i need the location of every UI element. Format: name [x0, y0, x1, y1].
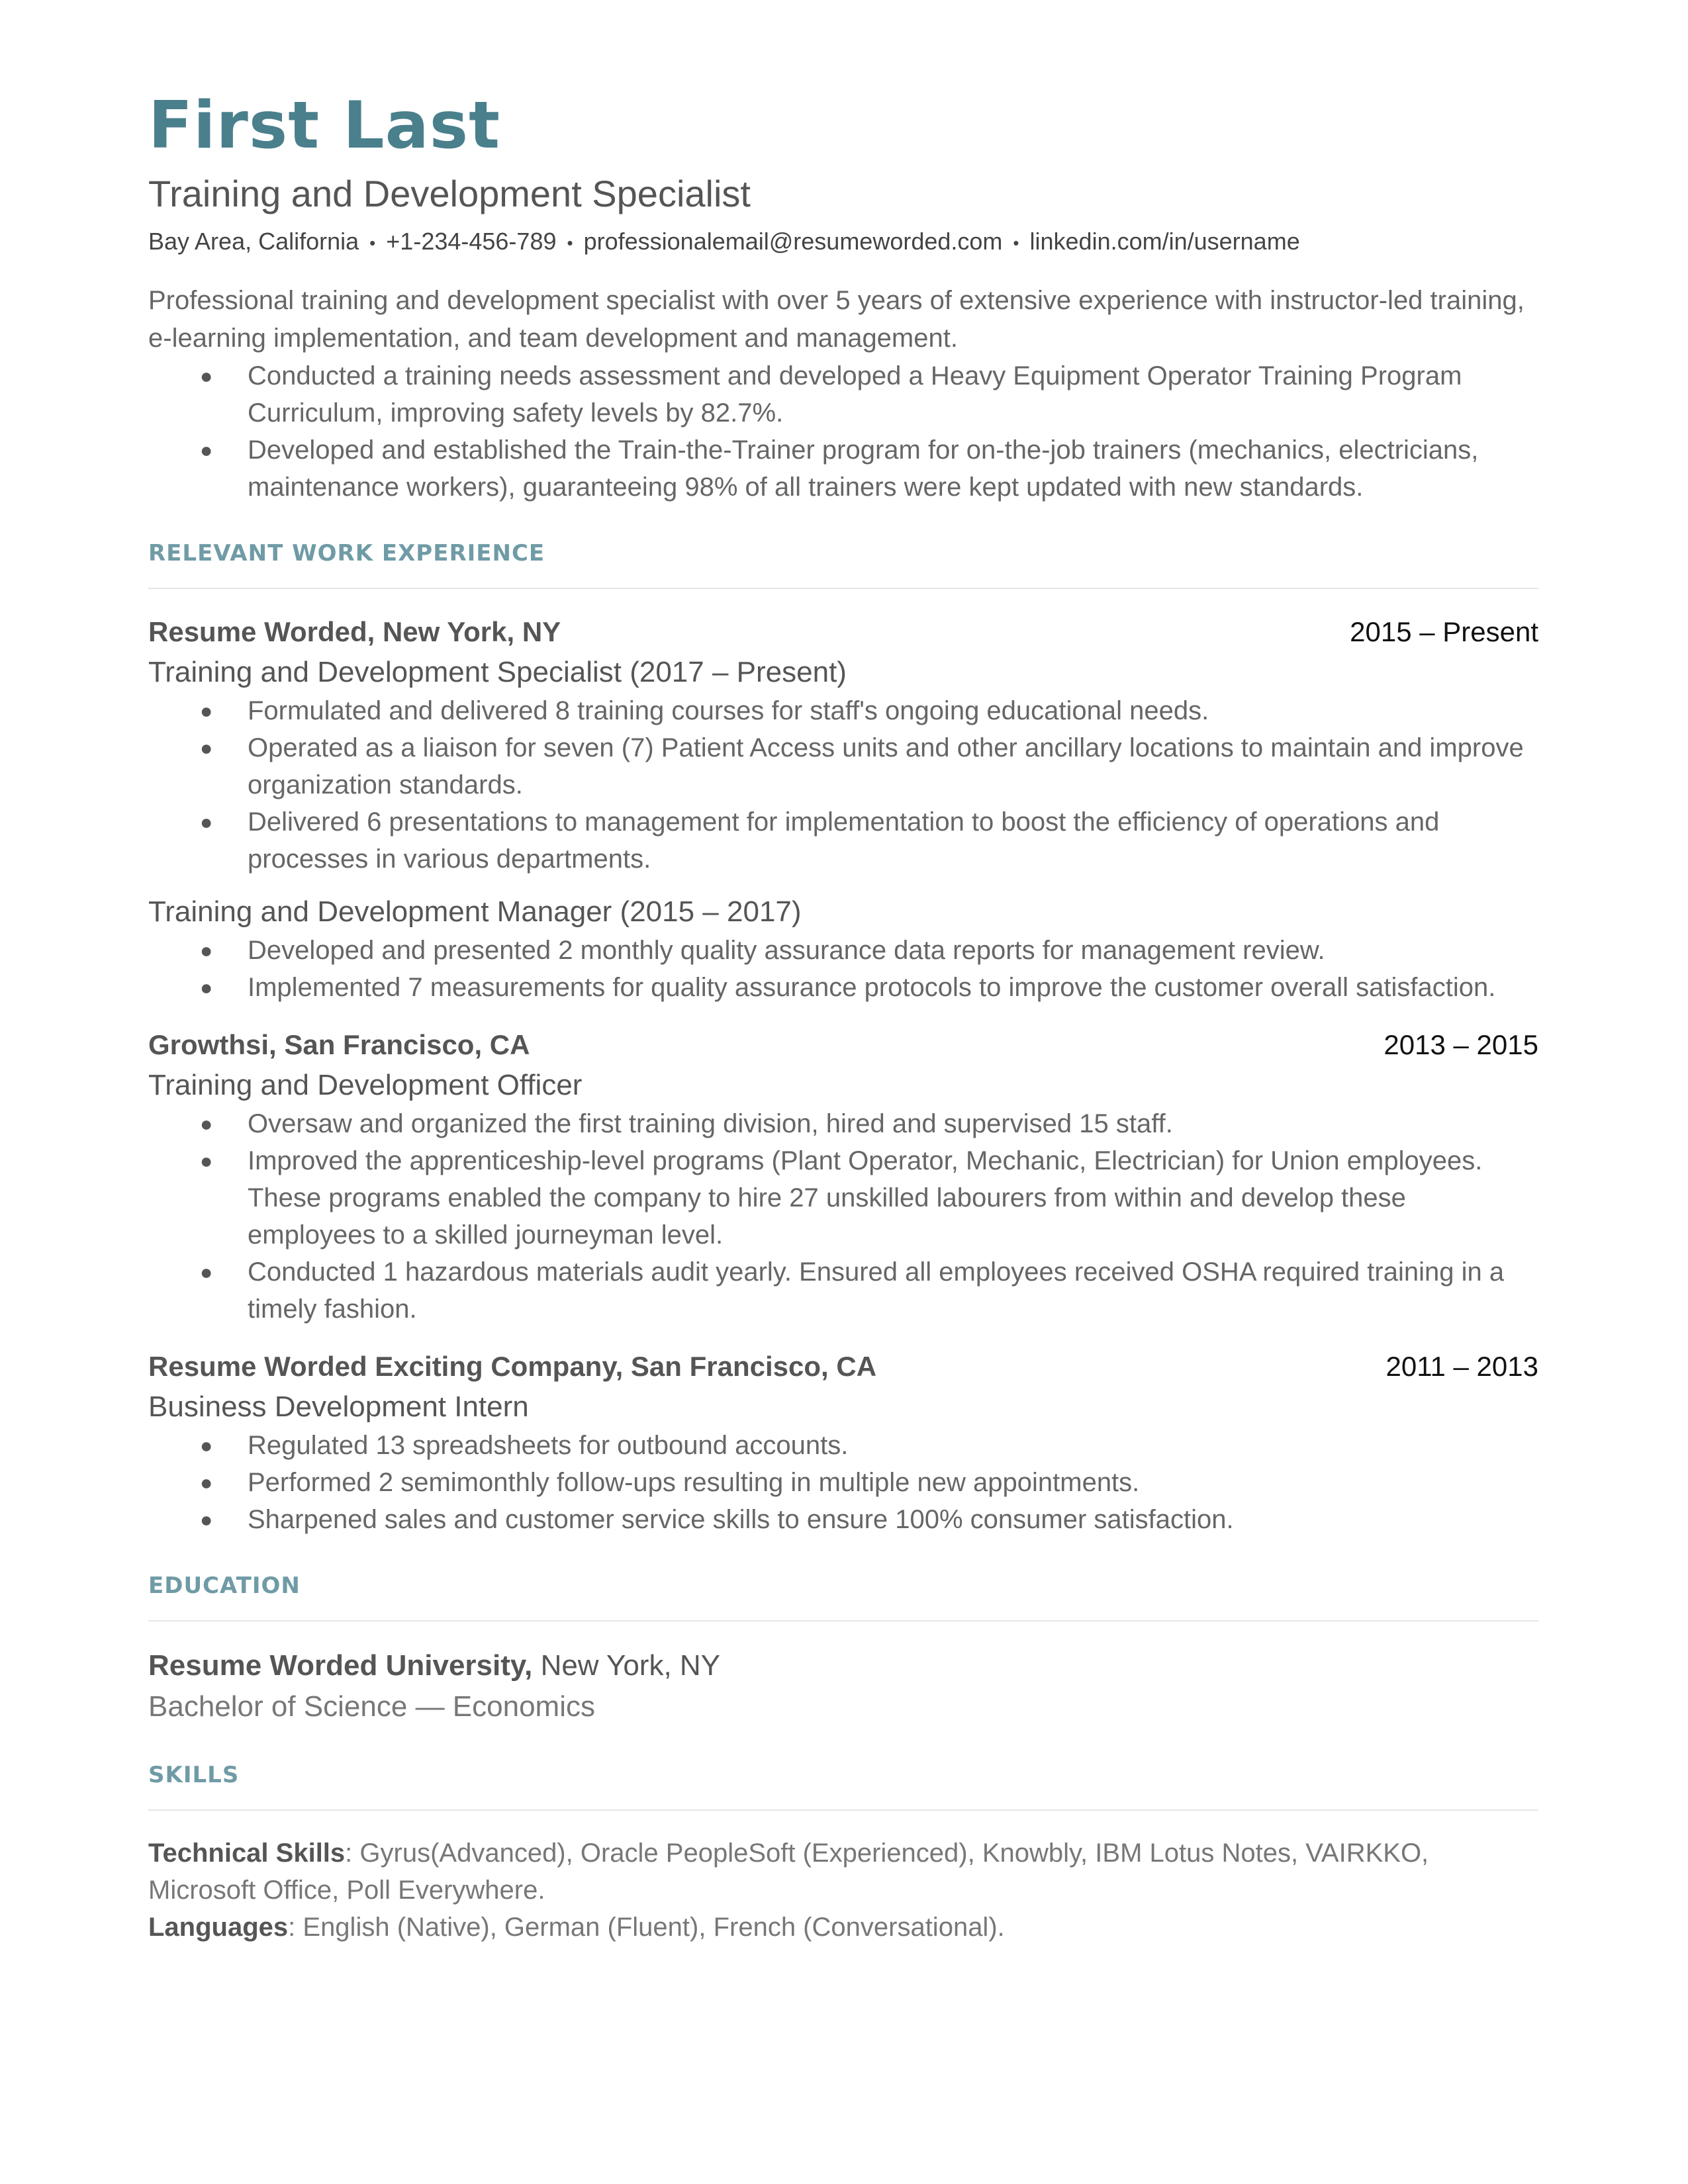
- bullet-icon: ●: [200, 699, 213, 723]
- skills-technical-label: Technical Skills: [148, 1839, 346, 1868]
- job-bullets: [148, 1427, 1538, 1538]
- university-name: Resume Worded University,: [148, 1649, 533, 1682]
- bullet-icon: ●: [200, 438, 213, 463]
- bullet-icon: ●: [200, 364, 213, 388]
- bullet-icon: ●: [200, 736, 213, 760]
- bullet-text: Improved the apprenticeship-level programs (Plant Operator, Mechanic, Electrician) for Union employees. These programs enabled the company to hire 27 unskilled labourers from within and develop these employees to a skilled journeyman level.: [248, 1146, 1483, 1250]
- section-heading-skills: SKILLS: [148, 1762, 240, 1789]
- section-heading-education: EDUCATION: [148, 1572, 301, 1600]
- job-header: [148, 1026, 1538, 1064]
- bullet-text: Regulated 13 spreadsheets for outbound accounts.: [248, 1431, 849, 1461]
- education-institution: [148, 1645, 1538, 1686]
- bullet-icon: ●: [200, 1508, 213, 1532]
- summary-bullets: [148, 357, 1538, 506]
- list-item: [148, 1142, 1538, 1253]
- contact-phone: +1-234-456-789: [386, 228, 557, 255]
- skills-technical-value: : Gyrus(Advanced), Oracle PeopleSoft (Experienced), Knowbly, IBM Lotus Notes, VAIRKKO, Microsoft Office, Poll Everywhere.: [148, 1839, 1429, 1905]
- bullet-icon: ●: [200, 1471, 213, 1495]
- skills-languages-label: Languages: [148, 1913, 289, 1942]
- contact-separator: •: [369, 233, 376, 253]
- job-bullets: [148, 692, 1538, 878]
- bullet-icon: ●: [200, 938, 213, 963]
- job-bullets: [148, 1105, 1538, 1328]
- job-dates: 2011 – 2013: [1385, 1351, 1538, 1383]
- section-divider: [148, 1620, 1538, 1621]
- bullet-text: Developed and established the Train-the-Trainer program for on-the-job trainers (mechanics, electricians, maintenance workers), guaranteeing 98% of all trainers were kept updated with new standards.: [248, 435, 1479, 502]
- list-item: [148, 932, 1538, 969]
- bullet-icon: ●: [200, 1112, 213, 1136]
- job-role: Business Development Intern: [148, 1390, 529, 1424]
- bullet-icon: ●: [200, 810, 213, 835]
- job-header: [148, 1347, 1538, 1386]
- bullet-text: Conducted a training needs assessment and developed a Heavy Equipment Operator Training Program Curriculum, improving safety levels by 82.7%.: [248, 361, 1462, 428]
- job-role: Training and Development Specialist (2017 – Present): [148, 656, 847, 689]
- job-company: Resume Worded, New York, NY: [148, 616, 561, 648]
- university-location: New York, NY: [540, 1649, 721, 1682]
- list-item: [148, 1253, 1538, 1328]
- list-item: [148, 357, 1538, 432]
- list-item: [148, 432, 1538, 506]
- bullet-icon: ●: [200, 976, 213, 1000]
- contact-line: [148, 225, 1538, 259]
- job-role: Training and Development Officer: [148, 1069, 583, 1102]
- section-divider: [148, 588, 1538, 589]
- summary-text: Professional training and development specialist with over 5 years of extensive experience with instructor-led training, e-learning implementation, and team development and management.: [148, 286, 1524, 353]
- skills-languages-value: : English (Native), German (Fluent), French (Conversational).: [288, 1913, 1005, 1942]
- bullet-text: Delivered 6 presentations to management for implementation to boost the efficiency of operations and processes in various departments.: [248, 807, 1440, 874]
- list-item: [148, 1464, 1538, 1501]
- bullet-text: Formulated and delivered 8 training courses for staff's ongoing educational needs.: [248, 696, 1209, 726]
- candidate-name: First Last: [148, 88, 500, 163]
- bullet-text: Operated as a liaison for seven (7) Patient Access units and other ancillary locations to maintain and improve organization standards.: [248, 733, 1524, 800]
- skills-technical: [148, 1835, 1538, 1909]
- bullet-text: Sharpened sales and customer service skills to ensure 100% consumer satisfaction.: [248, 1505, 1234, 1535]
- section-divider: [148, 1809, 1538, 1811]
- skills-languages: [148, 1909, 1538, 1946]
- education-degree: Bachelor of Science — Economics: [148, 1690, 595, 1723]
- bullet-text: Performed 2 semimonthly follow-ups resulting in multiple new appointments.: [248, 1468, 1140, 1498]
- list-item: [148, 692, 1538, 729]
- list-item: [148, 1427, 1538, 1464]
- bullet-icon: ●: [200, 1260, 213, 1285]
- resume-page: [148, 86, 1538, 1946]
- contact-email[interactable]: professionalemail@resumeworded.com: [583, 228, 1003, 255]
- list-item: [148, 969, 1538, 1006]
- candidate-title: Training and Development Specialist: [148, 173, 751, 214]
- job-bullets: [148, 932, 1538, 1006]
- contact-separator: •: [1013, 233, 1019, 253]
- list-item: [148, 1501, 1538, 1538]
- contact-separator: •: [567, 233, 573, 253]
- job-dates: 2015 – Present: [1350, 616, 1538, 648]
- job-role: Training and Development Manager (2015 – 2017): [148, 895, 802, 929]
- list-item: [148, 729, 1538, 803]
- bullet-icon: ●: [200, 1433, 213, 1458]
- list-item: [148, 803, 1538, 878]
- contact-location: Bay Area, California: [148, 228, 359, 255]
- job-company: Growthsi, San Francisco, CA: [148, 1029, 530, 1061]
- bullet-icon: ●: [200, 1149, 213, 1173]
- list-item: [148, 1105, 1538, 1142]
- bullet-text: Implemented 7 measurements for quality assurance protocols to improve the customer overall satisfaction.: [248, 973, 1496, 1003]
- job-header: [148, 613, 1538, 651]
- contact-linkedin[interactable]: linkedin.com/in/username: [1029, 228, 1300, 255]
- bullet-text: Oversaw and organized the first training division, hired and supervised 15 staff.: [248, 1109, 1173, 1139]
- bullet-text: Conducted 1 hazardous materials audit yearly. Ensured all employees received OSHA required training in a timely fashion.: [248, 1257, 1505, 1324]
- section-heading-experience: RELEVANT WORK EXPERIENCE: [148, 540, 545, 567]
- job-company: Resume Worded Exciting Company, San Francisco, CA: [148, 1351, 877, 1383]
- job-dates: 2013 – 2015: [1383, 1029, 1538, 1061]
- bullet-text: Developed and presented 2 monthly quality assurance data reports for management review.: [248, 936, 1325, 966]
